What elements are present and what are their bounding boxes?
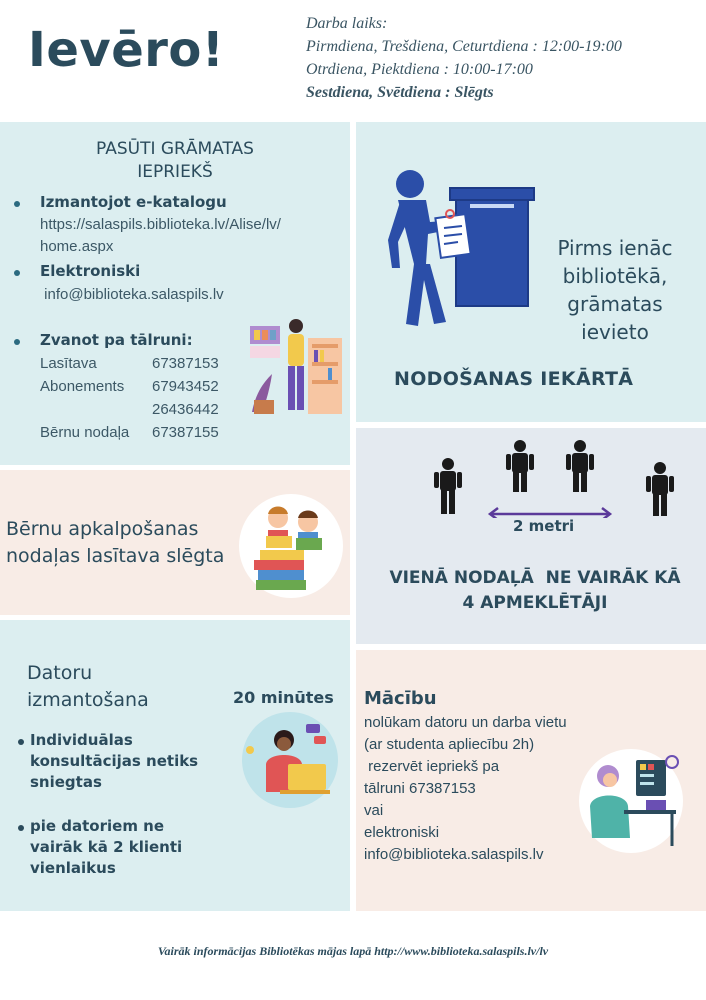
bullet-dot bbox=[14, 270, 20, 276]
bookshelf-illustration bbox=[244, 312, 350, 418]
rule-line: Individuālas bbox=[30, 731, 133, 749]
rule-line: pie datoriem ne bbox=[30, 817, 165, 835]
return-line: ievieto bbox=[581, 320, 649, 344]
person-icon bbox=[506, 440, 534, 492]
hours-weekdays-1: Pirmdiena, Trešdiena, Ceturtdiena : 12:00-19:00 bbox=[306, 38, 622, 55]
return-line: Pirms ienāc bbox=[557, 236, 673, 260]
catalog-url-2[interactable]: home.aspx bbox=[40, 238, 114, 255]
study-text bbox=[364, 712, 594, 866]
visitors-limit bbox=[380, 566, 690, 616]
rule-line: sniegtas bbox=[30, 773, 102, 791]
kids-reading-illustration bbox=[236, 492, 346, 598]
bullet-dot bbox=[18, 739, 24, 745]
person-icon bbox=[566, 440, 594, 492]
catalog-url-1[interactable]: https://salaspils.biblioteka.lv/Alise/lv/ bbox=[40, 216, 281, 233]
study-line: rezervēt iepriekš pa bbox=[364, 758, 500, 775]
people-distance-illustration bbox=[420, 438, 690, 518]
study-line: nolūkam datoru un darba vietu bbox=[364, 714, 567, 731]
visitors-line: VIENĀ NODAĻĀ NE VAIRĀK KĀ bbox=[389, 568, 681, 588]
bullet-dot bbox=[14, 339, 20, 345]
study-email[interactable]: info@biblioteka.salaspils.lv bbox=[364, 846, 544, 863]
study-line: elektroniski bbox=[364, 824, 440, 841]
kids-notice bbox=[6, 516, 224, 570]
return-line: grāmatas bbox=[567, 292, 663, 316]
page-title: Ievēro! bbox=[28, 22, 225, 78]
bullet-dot bbox=[14, 201, 20, 207]
person-icon bbox=[646, 462, 674, 516]
student-desk-illustration bbox=[576, 746, 686, 856]
return-line: bibliotēkā, bbox=[562, 264, 668, 288]
phone-number: 67943452 bbox=[152, 378, 219, 395]
phone-number: 67387155 bbox=[152, 424, 219, 441]
study-line: (ar studenta apliecību 2h) bbox=[364, 736, 535, 753]
phone-number: 26436442 bbox=[152, 401, 219, 418]
return-box-illustration bbox=[370, 160, 540, 332]
phone-label: Zvanot pa tālruni: bbox=[40, 331, 193, 349]
rule-line: vienlaikus bbox=[30, 859, 116, 877]
catalog-label: Izmantojot e-katalogu bbox=[40, 193, 227, 211]
computers-rule-1 bbox=[30, 730, 198, 793]
phone-number: 67387153 bbox=[152, 355, 219, 372]
kids-line: nodaļas lasītava slēgta bbox=[6, 545, 225, 567]
computers-title-line: izmantošana bbox=[27, 689, 149, 711]
study-line: tālruni 67387153 bbox=[364, 780, 476, 797]
computers-title-line: Datoru bbox=[27, 662, 93, 684]
email-label: Elektroniski bbox=[40, 262, 141, 280]
order-title-line2: IEPRIEKŠ bbox=[137, 162, 213, 182]
computer-user-illustration bbox=[240, 710, 340, 810]
order-title-line1: PASŪTI GRĀMATAS bbox=[96, 139, 254, 159]
phone-name: Abonements bbox=[40, 378, 125, 395]
hours-weekend: Sestdiena, Svētdiena : Slēgts bbox=[306, 84, 494, 101]
hours-label: Darba laiks: bbox=[306, 15, 388, 32]
study-title: Mācību bbox=[364, 688, 437, 709]
rule-line: konsultācijas netiks bbox=[30, 752, 199, 770]
return-device-label: NODOŠANAS IEKĀRTĀ bbox=[394, 368, 634, 390]
visitors-line: 4 APMEKLĒTĀJI bbox=[462, 593, 608, 613]
time-limit: 20 minūtes bbox=[233, 688, 334, 707]
opening-hours bbox=[306, 12, 622, 104]
order-title bbox=[50, 138, 300, 184]
return-instruction bbox=[540, 234, 690, 346]
phone-name: Bērnu nodaļa bbox=[40, 424, 130, 441]
bullet-dot bbox=[18, 825, 24, 831]
person-icon bbox=[434, 458, 462, 514]
hours-weekdays-2: Otrdiena, Piektdiena : 10:00-17:00 bbox=[306, 61, 533, 78]
study-line: vai bbox=[364, 802, 384, 819]
rule-line: vairāk kā 2 klienti bbox=[30, 838, 183, 856]
computers-rule-2 bbox=[30, 816, 182, 879]
footer-note: Vairāk informācijas Bibliotēkas mājas lapā http://www.biblioteka.salaspils.lv/lv bbox=[157, 944, 549, 958]
computers-title bbox=[27, 660, 149, 714]
email-address[interactable]: info@biblioteka.salaspils.lv bbox=[40, 286, 224, 303]
kids-line: Bērnu apkalpošanas bbox=[6, 518, 199, 540]
distance-label: 2 metri bbox=[513, 517, 575, 535]
phone-name: Lasītava bbox=[40, 355, 97, 372]
